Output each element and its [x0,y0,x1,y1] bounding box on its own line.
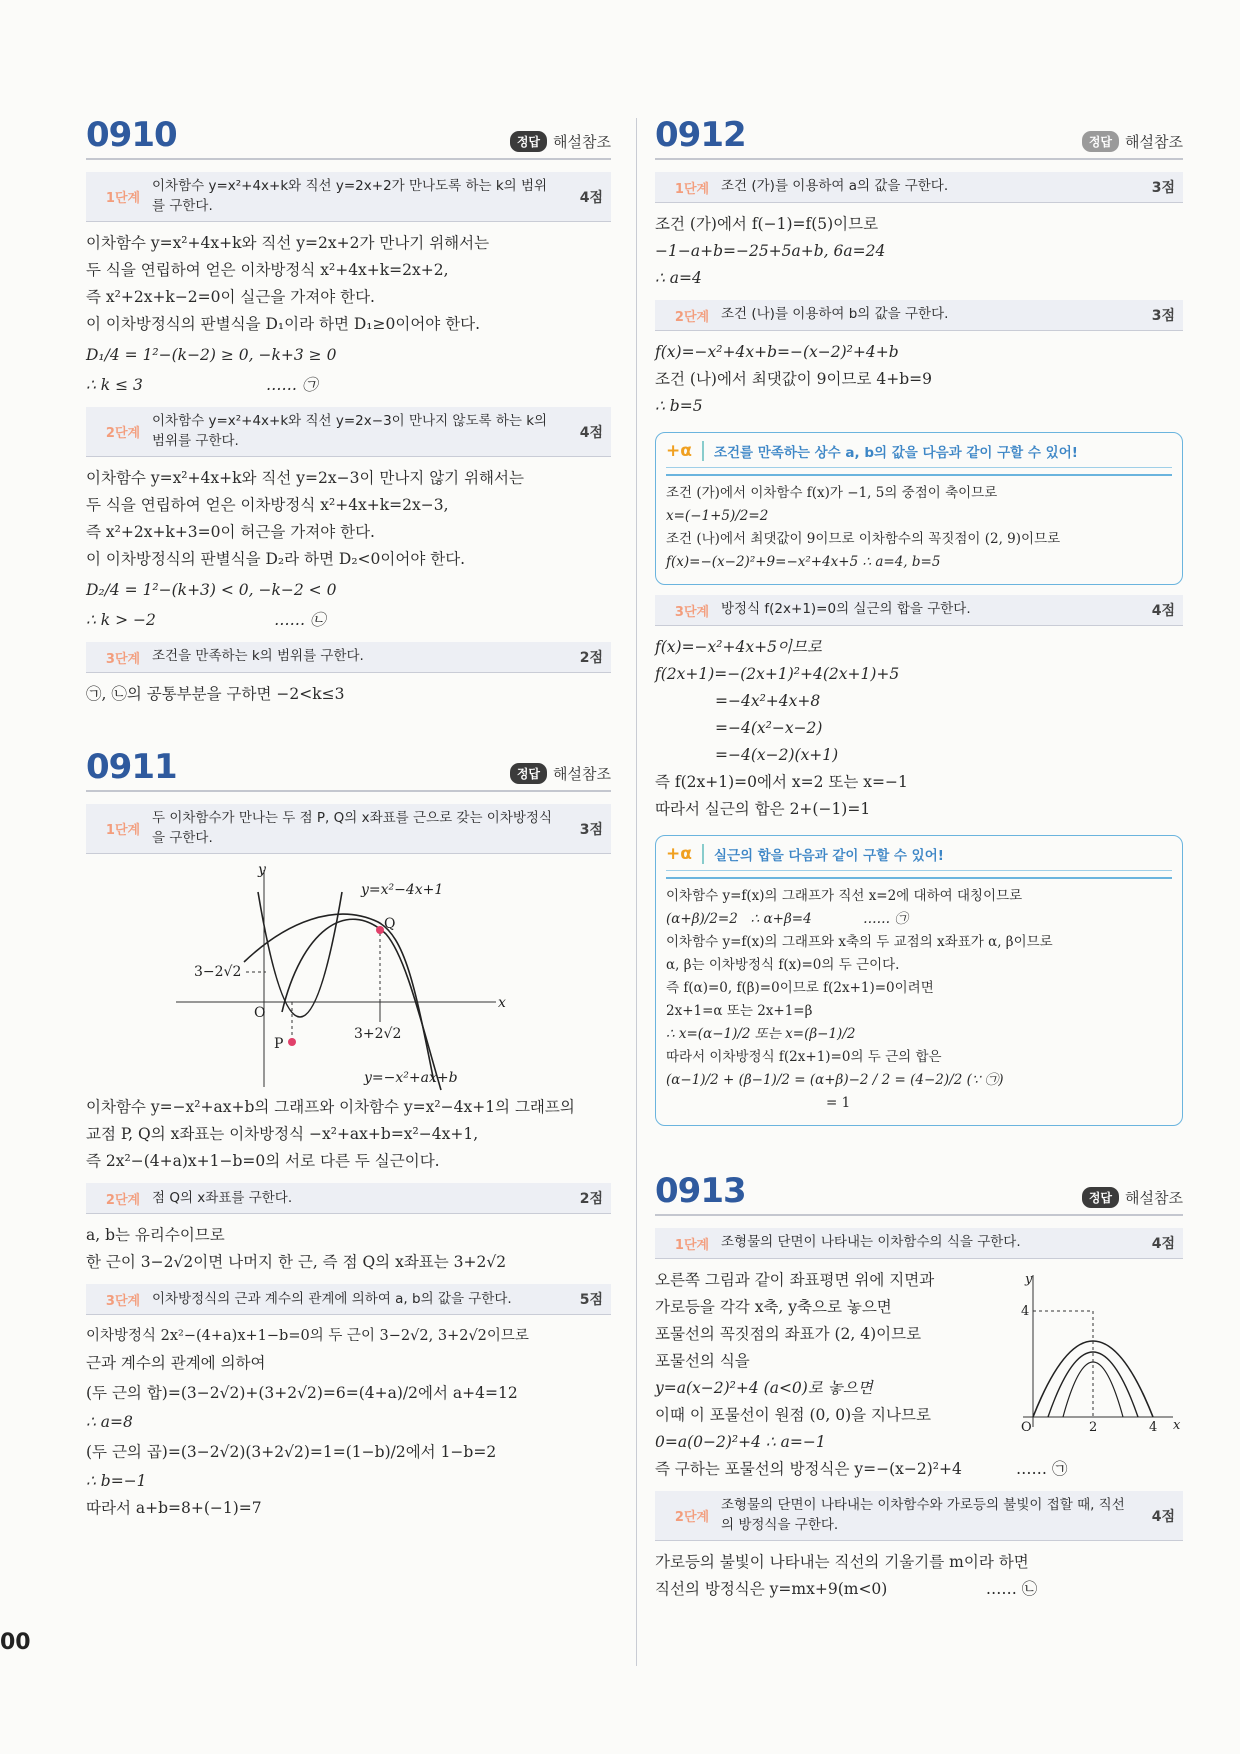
plus-alpha-icon: +α [666,441,692,461]
solution-line: 즉 구하는 포물선의 방정식은 y=−(x−2)²+4 …… ㉠ [655,1460,1068,1478]
tip-box [655,432,1183,585]
step-1 [655,1228,1183,1259]
solution-line: ∴ b=−1 [86,1472,147,1491]
label-x: x [498,995,506,1012]
problem-number: 0912 [655,115,746,155]
solution-line: D₁/4 = 1²−(k−2) ≥ 0, −k+3 ≥ 0 [86,346,337,365]
solution-line: 즉 f(2x+1)=0에서 x=2 또는 x=−1 [655,773,908,791]
step-text: 조형물의 단면이 나타내는 이차함수와 가로등의 불빛이 접할 때, 직선의 방정식을 구한다. [721,1497,1125,1533]
step-text: 두 이차함수가 만나는 두 점 P, Q의 x좌표를 근으로 갖는 이차방정식을 구한다. [152,810,552,846]
answer-text: 해설참조 [1125,133,1183,151]
step-2 [86,407,611,457]
tip-line: 이차함수 y=f(x)의 그래프와 x축의 두 교점의 x좌표가 α, β이므로 [666,934,1053,950]
step-label: 1단계 [674,1237,710,1253]
solution-line: f(2x+1)=−(2x+1)²+4(2x+1)+5 [655,665,900,683]
answer-tag: 정답 [510,131,547,152]
solution-line: ∴ k ≤ 3 …… ㉠ [86,376,318,395]
answer-tag: 정답 [510,763,547,784]
answer-reference [1082,131,1183,152]
solution-line: 포물선의 꼭짓점의 좌표가 (2, 4)이므로 [655,1325,922,1343]
label-x: x [1173,1418,1181,1433]
label-curve2: y=−x²+ax+b [364,1070,458,1087]
step-label: 1단계 [674,181,710,197]
tip-line: f(x)=−(x−2)²+9=−x²+4x+5 ∴ a=4, b=5 [666,554,941,570]
tip-box [655,835,1183,1126]
label-2: 2 [1089,1420,1098,1435]
tip-line: = 1 [826,1095,851,1111]
answer-text: 해설참조 [553,133,611,151]
step-1 [86,172,611,222]
step-points: 3점 [579,821,603,838]
tip-header [666,844,1172,871]
solution-line: 조건 (가)에서 f(−1)=f(5)이므로 [655,215,879,233]
tip-title: 조건를 만족하는 상수 a, b의 값을 다음과 같이 구할 수 있어! [702,441,1078,461]
point-p [288,1038,296,1046]
step-points: 4점 [1151,1508,1175,1525]
tip-line: α, β는 이차방정식 f(x)=0의 두 근이다. [666,957,900,973]
problem-number: 0911 [86,747,177,788]
step-1 [655,172,1183,203]
problem-number: 0913 [655,1171,746,1211]
step-1 [86,804,611,854]
solution-line: 즉 x²+2x+k+3=0이 허근을 가져야 한다. [86,523,375,542]
solution-line: ㉠, ㉡의 공통부분을 구하면 −2<k≤3 [86,685,345,704]
step-label: 1단계 [105,823,141,839]
problem-header [86,747,611,792]
step-label: 3단계 [105,1293,141,1309]
solution-line: ∴ a=4 [655,269,702,287]
problem-0912 [655,115,1183,1126]
tip-line: 즉 f(α)=0, f(β)=0이므로 f(2x+1)=0이려면 [666,980,934,996]
step-label: 2단계 [674,309,710,325]
step-points: 5점 [579,1292,603,1309]
step-text: 방정식 f(2x+1)=0의 실근의 합을 구한다. [721,601,971,618]
solution-line: 이때 이 포물선이 원점 (0, 0)을 지나므로 [655,1406,931,1424]
solution-line: 따라서 a+b=8+(−1)=7 [86,1499,262,1518]
step-points: 2점 [579,1191,603,1208]
arch-parabola-graph [1003,1267,1183,1437]
tip-body [666,474,1172,574]
solution-line: 이차함수 y=x²+4x+k와 직선 y=2x−3이 만나지 않기 위해서는 [86,469,524,488]
solution-line: y=a(x−2)²+4 (a<0)로 놓으면 [655,1379,873,1397]
step-label: 3단계 [674,604,710,620]
label-4x: 4 [1149,1420,1158,1435]
step-3 [655,595,1183,626]
answer-text: 해설참조 [1125,1189,1183,1207]
label-q: Q [384,916,396,933]
label-origin: O [254,1005,266,1022]
solution-line: (두 근의 합)=(3−2√2)+(3+2√2)=6=(4+a)/2에서 a+4=12 [86,1384,518,1403]
solution-line: =−4x²+4x+8 [715,692,821,710]
problem-number: 0910 [86,115,177,155]
step-points: 4점 [579,189,603,206]
curve-downward [244,915,434,1083]
step-label: 2단계 [674,1510,710,1526]
step-3 [86,1284,611,1315]
right-column [655,115,1183,1603]
solution-line: =−4(x−2)(x+1) [715,746,839,764]
label-root2: 3+2√2 [354,1026,402,1043]
solution-line: 교점 P, Q의 x좌표는 이차방정식 −x²+ax+b=x²−4x+1, [86,1125,479,1144]
problem-0910 [86,115,611,708]
tip-title: 실근의 합을 다음과 같이 구할 수 있어! [702,844,944,864]
column-divider [636,118,637,1666]
solution-line: =−4(x²−x−2) [715,719,823,737]
tip-line: (α+β)/2=2 ∴ α+β=4 …… ㉠ [666,911,908,927]
solution-line: 두 식을 연립하여 얻은 이차방정식 x²+4x+k=2x−3, [86,496,449,515]
label-origin: O [1021,1420,1032,1435]
step-points: 3점 [1151,180,1175,196]
step-points: 4점 [1151,1236,1175,1252]
step-3 [86,642,611,673]
step-label: 1단계 [105,191,141,207]
solution-line: 두 식을 연립하여 얻은 이차방정식 x²+4x+k=2x+2, [86,261,449,280]
solution-line: 이차함수 y=−x²+ax+b의 그래프와 이차함수 y=x²−4x+1의 그래프의 [86,1098,575,1117]
step-points: 4점 [1151,603,1175,619]
label-root1: 3−2√2 [194,964,242,981]
problem-header [655,115,1183,160]
curve-downward-main [282,920,441,1091]
solution-line: (두 근의 곱)=(3−2√2)(3+2√2)=1=(1−b)/2에서 1−b=2 [86,1443,497,1462]
problem-0913 [655,1171,1183,1603]
solution-line: 가로등을 각각 x축, y축으로 놓으면 [655,1298,892,1316]
solution-line: 가로등의 불빛이 나타내는 직선의 기울기를 m이라 하면 [655,1553,1029,1572]
solution-line: −1−a+b=−25+5a+b, 6a=24 [655,242,886,260]
step-label: 3단계 [105,651,141,667]
left-column [86,115,611,1522]
solution-line: ∴ a=8 [86,1413,133,1432]
solution-line: 직선의 방정식은 y=mx+9(m<0) …… ㉡ [655,1580,1038,1599]
solution-line: ∴ k > −2 …… ㉡ [86,611,326,630]
step-text: 조건 (가)를 이용하여 a의 값을 구한다. [721,178,949,195]
solution-line: a, b는 유리수이므로 [86,1226,225,1245]
step-text: 조건 (나)를 이용하여 b의 값을 구한다. [721,306,949,323]
tip-line: 2x+1=α 또는 2x+1=β [666,1003,813,1019]
solution-with-figure [655,1267,1183,1483]
tip-line: ∴ x=(α−1)/2 또는 x=(β−1)/2 [666,1026,856,1042]
problem-header [86,115,611,160]
problem-header [655,1171,1183,1216]
step-points: 4점 [579,424,603,441]
step-text: 이차함수 y=x²+4x+k와 직선 y=2x−3이 만나지 않도록 하는 k의 범위를 구한다. [152,413,548,449]
label-y: y [258,862,266,879]
solution-line: ∴ b=5 [655,397,703,415]
solution-line: 이 이차방정식의 판별식을 D₁이라 하면 D₁≥0이어야 한다. [86,315,481,334]
solution-line: 즉 2x²−(4+a)x+1−b=0의 서로 다른 두 실근이다. [86,1152,440,1171]
solution-line: 조건 (나)에서 최댓값이 9이므로 4+b=9 [655,370,932,388]
tip-line: 이차함수 y=f(x)의 그래프가 직선 x=2에 대하여 대칭이므로 [666,888,1023,904]
plus-alpha-icon: +α [666,844,692,864]
step-text: 이차함수 y=x²+4x+k와 직선 y=2x+2가 만나도록 하는 k의 범위를 구한다. [152,178,548,214]
tip-line: 조건 (나)에서 최댓값이 9이므로 이차함수의 꼭짓점이 (2, 9)이므로 [666,531,1061,547]
tip-line: x=(−1+5)/2=2 [666,508,769,524]
solution-line: 즉 x²+2x+k−2=0이 실근을 가져야 한다. [86,288,375,307]
label-4y: 4 [1021,1304,1030,1319]
tip-line: 따라서 이차방정식 f(2x+1)=0의 두 근의 합은 [666,1049,942,1065]
solution-line: D₂/4 = 1²−(k+3) < 0, −k−2 < 0 [86,581,337,600]
label-curve1: y=x²−4x+1 [361,882,444,899]
step-2 [86,1183,611,1214]
solution-line: 이차방정식 2x²−(4+a)x+1−b=0의 두 근이 3−2√2, 3+2√2이므로 [86,1328,529,1345]
tip-line: 조건 (가)에서 이차함수 f(x)가 −1, 5의 중점이 축이므로 [666,485,998,501]
solution-line: 한 근이 3−2√2이면 나머지 한 근, 즉 점 Q의 x좌표는 3+2√2 [86,1253,507,1272]
step-text: 이차방정식의 근과 계수의 관계에 의하여 a, b의 값을 구한다. [152,1290,512,1307]
step-2 [655,1491,1183,1541]
step-text: 조형물의 단면이 나타내는 이차함수의 식을 구한다. [721,1234,1021,1251]
answer-reference [1082,1187,1183,1208]
solution-line: f(x)=−x²+4x+b=−(x−2)²+4+b [655,343,899,361]
solution-line: 근과 계수의 관계에 의하여 [86,1354,266,1373]
step-label: 2단계 [105,1192,141,1208]
solution-line: f(x)=−x²+4x+5이므로 [655,638,822,656]
solution-line: 0=a(0−2)²+4 ∴ a=−1 [655,1433,826,1451]
step-points: 2점 [579,650,603,667]
answer-tag: 정답 [1082,1187,1119,1208]
curve-upward [258,892,342,1017]
page-number: 00 [0,1630,31,1655]
solution-line: 따라서 실근의 합은 2+(−1)=1 [655,800,871,818]
tip-body [666,877,1172,1115]
parabola-intersection-graph [86,862,611,1092]
answer-text: 해설참조 [553,765,611,784]
tip-header [666,441,1172,468]
solution-line: 포물선의 식을 [655,1352,750,1370]
step-2 [655,300,1183,331]
solution-line: 이 이차방정식의 판별식을 D₂라 하면 D₂<0이어야 한다. [86,550,466,569]
label-y: y [1025,1272,1033,1287]
problem-0911 [86,747,611,1522]
step-text: 점 Q의 x좌표를 구한다. [152,1189,293,1206]
answer-reference [510,131,611,152]
step-text: 조건을 만족하는 k의 범위를 구한다. [152,648,364,665]
step-points: 3점 [1151,308,1175,324]
point-q [376,926,384,934]
solution-line: 오른쪽 그림과 같이 좌표평면 위에 지면과 [655,1271,935,1289]
solution-line: 이차함수 y=x²+4x+k와 직선 y=2x+2가 만나기 위해서는 [86,234,490,253]
step-label: 2단계 [105,426,141,442]
tip-line: (α−1)/2 + (β−1)/2 = (α+β)−2 / 2 = (4−2)/2 (∵ ㉠) [666,1072,1004,1088]
answer-reference [510,763,611,784]
label-p: P [274,1036,284,1053]
answer-tag: 정답 [1082,131,1119,152]
